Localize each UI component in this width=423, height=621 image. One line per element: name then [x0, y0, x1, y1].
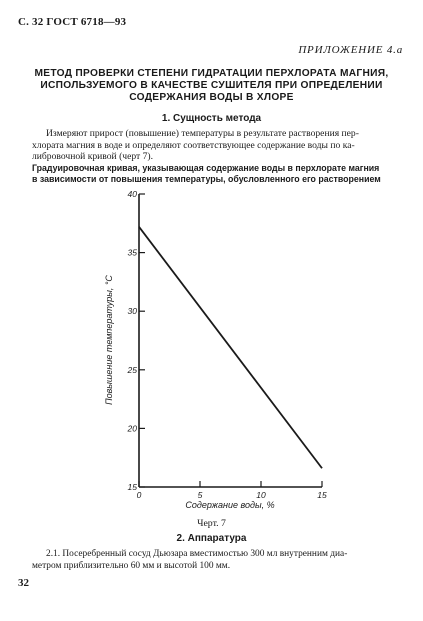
- x-tick-label: 5: [197, 490, 203, 500]
- apparatus-line-1: 2.1. Посеребренный сосуд Дьюзара вместимостью 300 мл внутренним диа-: [46, 549, 348, 559]
- calibration-line: [139, 227, 322, 468]
- y-tick-label: 30: [127, 306, 137, 317]
- title-line-1: МЕТОД ПРОВЕРКИ СТЕПЕНИ ГИДРАТАЦИИ ПЕРХЛОРАТА МАГНИЯ,: [34, 68, 389, 79]
- y-axis-ticks: [127, 189, 145, 492]
- appendix-label: ПРИЛОЖЕНИЕ 4.а: [298, 44, 403, 56]
- paragraph-line-3: либровочной кривой (черт 7).: [32, 151, 154, 162]
- paragraph-line-2: хлората магния в воде и определяют соответствующее содержание воды по ка-: [32, 139, 355, 151]
- page-number: 32: [18, 577, 29, 589]
- apparatus-paragraph: [32, 549, 404, 572]
- y-tick-label: 40: [127, 189, 137, 199]
- title-line-3: СОДЕРЖАНИЯ ВОДЫ В ХЛОРЕ: [129, 92, 294, 103]
- caption-line-1: Градуировочная кривая, указывающая содержание воды в перхлорате магния: [32, 163, 380, 173]
- page-header-left: С. 32 ГОСТ 6718—93: [18, 16, 127, 28]
- y-tick-label: 35: [127, 247, 137, 258]
- x-tick-label: 15: [317, 490, 327, 500]
- y-tick-label: 20: [127, 423, 137, 434]
- y-tick-label: 25: [127, 364, 137, 375]
- caption-line-2: в зависимости от повышения температуры, обусловленного его растворением: [32, 174, 381, 184]
- title-line-2: ИСПОЛЬЗУЕМОГО В КАЧЕСТВЕ СУШИТЕЛЯ ПРИ ОПРЕДЕЛЕНИИ: [40, 80, 383, 91]
- x-axis-title: Содержание воды, %: [185, 500, 275, 510]
- section-2-heading: 2. Аппаратура: [176, 533, 247, 544]
- section-1-heading: 1. Сущность метода: [161, 113, 262, 124]
- y-axis-title: Повышение температуры, °С: [104, 275, 114, 405]
- figure-label: Черт. 7: [197, 518, 226, 529]
- paragraph-line-1: Измеряют прирост (повышение) температуры в результате растворения пер-: [46, 128, 359, 139]
- apparatus-line-2: метром приблизительно 60 мм и высотой 100 мм.: [32, 560, 231, 571]
- series: [139, 227, 322, 468]
- x-axis-ticks: [137, 481, 327, 500]
- y-tick-label: 15: [127, 482, 137, 492]
- x-tick-label: 10: [256, 490, 266, 500]
- x-tick-label: 0: [136, 490, 142, 500]
